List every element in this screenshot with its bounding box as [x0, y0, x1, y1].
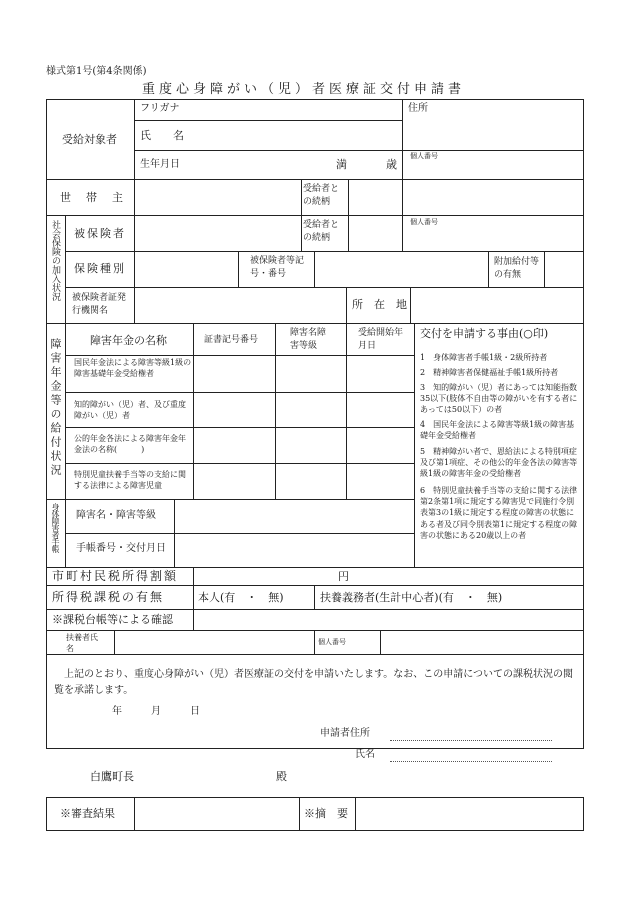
form-title: 重度心身障がい（児）者医療証交付申請書 — [142, 82, 466, 97]
reason-item-5: 5 精神障がい者で、恩給法による特別項症及び第1項症、その他公的年金各法の障害等級1級の障害年金の受給権者 — [420, 447, 578, 479]
age-suffix: 歳 — [386, 158, 397, 171]
applicant-address-label: 申請者住所 — [320, 728, 370, 739]
recipient-section-label: 受給対象者 — [62, 133, 117, 146]
reason-item-6: 6 特別児童扶養手当等の支給に関する法律第2条第1項に規定する障害児で同施行令別表第3の1級に規定する程度の障害の状態にある者及び同令別表第1に規定する程度の障害の状態にある20歳以上の者 — [420, 486, 578, 540]
insurance-additional-label: 附加給付等の有無 — [494, 257, 540, 280]
pension-row-4: 特別児童扶養手当等の支給に関する法律による障害児童 — [74, 470, 186, 491]
applicant-name-line — [390, 761, 552, 762]
reason-item-1: 1 身体障害者手帳1級・2級所持者 — [420, 353, 548, 362]
declaration-text: 上記のとおり、重度心身障がい（児）者医療証の交付を申請いたします。なお、この申請についての課税状況の閲覧を承諾します。 — [54, 669, 573, 696]
reason-item-3: 3 知的障がい（児）者にあっては知能指数35以下(肢体不自由等の障がいを有する者にあっては50以下）の者 — [420, 383, 578, 415]
pension-col-start: 受給開始年月日 — [358, 328, 404, 351]
handbook-number-label: 手帳番号・交付月日 — [76, 543, 166, 554]
tax-self-label: 本人(有 ・ 無) — [198, 591, 284, 604]
household-head-label: 世 帯 主 — [60, 191, 125, 204]
insurance-personal-number-label: 個人番号 — [410, 218, 438, 226]
honorific-label: 殿 — [276, 770, 287, 783]
reasons-header: 交付を申請する事由(○印) — [420, 327, 549, 340]
tax-personal-number-label: 個人番号 — [318, 638, 346, 646]
pension-row-3: 公的年金各法による障害年金年金法の名称( ) — [74, 434, 186, 455]
handbook-section-label: 身体障害者手帳 — [51, 503, 60, 552]
tax-yen: 円 — [338, 570, 349, 583]
applicant-name-label: 氏名 — [355, 749, 375, 760]
recipient-personal-number-label: 個人番号 — [410, 152, 438, 160]
address-label: 住所 — [408, 103, 428, 114]
applicant-address-line — [390, 740, 552, 741]
pension-row-1: 国民年金法による障害等級1級の障害基礎年金受給権者 — [74, 358, 192, 379]
tax-supporter-label: 扶養義務者(生計中心者)(有 ・ 無) — [320, 591, 503, 604]
tax-supporter-name-label: 扶養者氏 名 — [66, 633, 106, 654]
tax-income-label: 市町村民税所得割額 — [52, 569, 179, 583]
pension-col-cert: 証書記号番号 — [204, 335, 259, 345]
insurance-section-label: 社会保険の加入状況 — [50, 220, 60, 301]
age-prefix: 満 — [336, 158, 347, 171]
pension-section-label: 障害年金等の給付状況 — [49, 338, 62, 478]
insurance-symbol-label: 被保険者等記号・番号 — [250, 256, 305, 279]
birthdate-label: 生年月日 — [140, 159, 180, 170]
tax-confirm-label: ※課税台帳等による確認 — [52, 613, 173, 626]
pension-col-name: 障害年金の名称 — [90, 334, 167, 347]
pension-row-2: 知的障がい（児）者、及び重度障がい（児）者 — [74, 400, 186, 421]
insurance-issuer-label: 被保険者証発行機関名 — [72, 293, 127, 316]
household-relation-label: 受給者との続柄 — [303, 184, 340, 207]
declaration-date: 年 月 日 — [112, 706, 203, 717]
insurance-type-label: 保険種別 — [74, 262, 126, 275]
pension-col-grade: 障害名障害等級 — [290, 328, 327, 351]
furigana-label: フリガナ — [140, 103, 180, 114]
name-label: 氏 名 — [140, 129, 184, 142]
summary-label: ※摘 要 — [304, 807, 348, 820]
review-result-label: ※審査結果 — [60, 807, 115, 820]
form-number: 様式第1号(第4条関係) — [46, 66, 147, 77]
mayor-label: 白鷹町長 — [90, 770, 134, 783]
insurance-location-label: 所 在 地 — [352, 298, 407, 311]
handbook-disability-label: 障害名・障害等級 — [76, 510, 156, 521]
tax-status-label: 所得税課税の有無 — [52, 590, 165, 604]
insured-label: 被保険者 — [74, 227, 126, 240]
reason-item-4: 4 国民年金法による障害等級1級の障害基礎年金受給権者 — [420, 420, 575, 441]
insurance-relation-label: 受給者との続柄 — [303, 220, 340, 243]
reason-item-2: 2 精神障害者保健福祉手帳1級所持者 — [420, 368, 559, 377]
